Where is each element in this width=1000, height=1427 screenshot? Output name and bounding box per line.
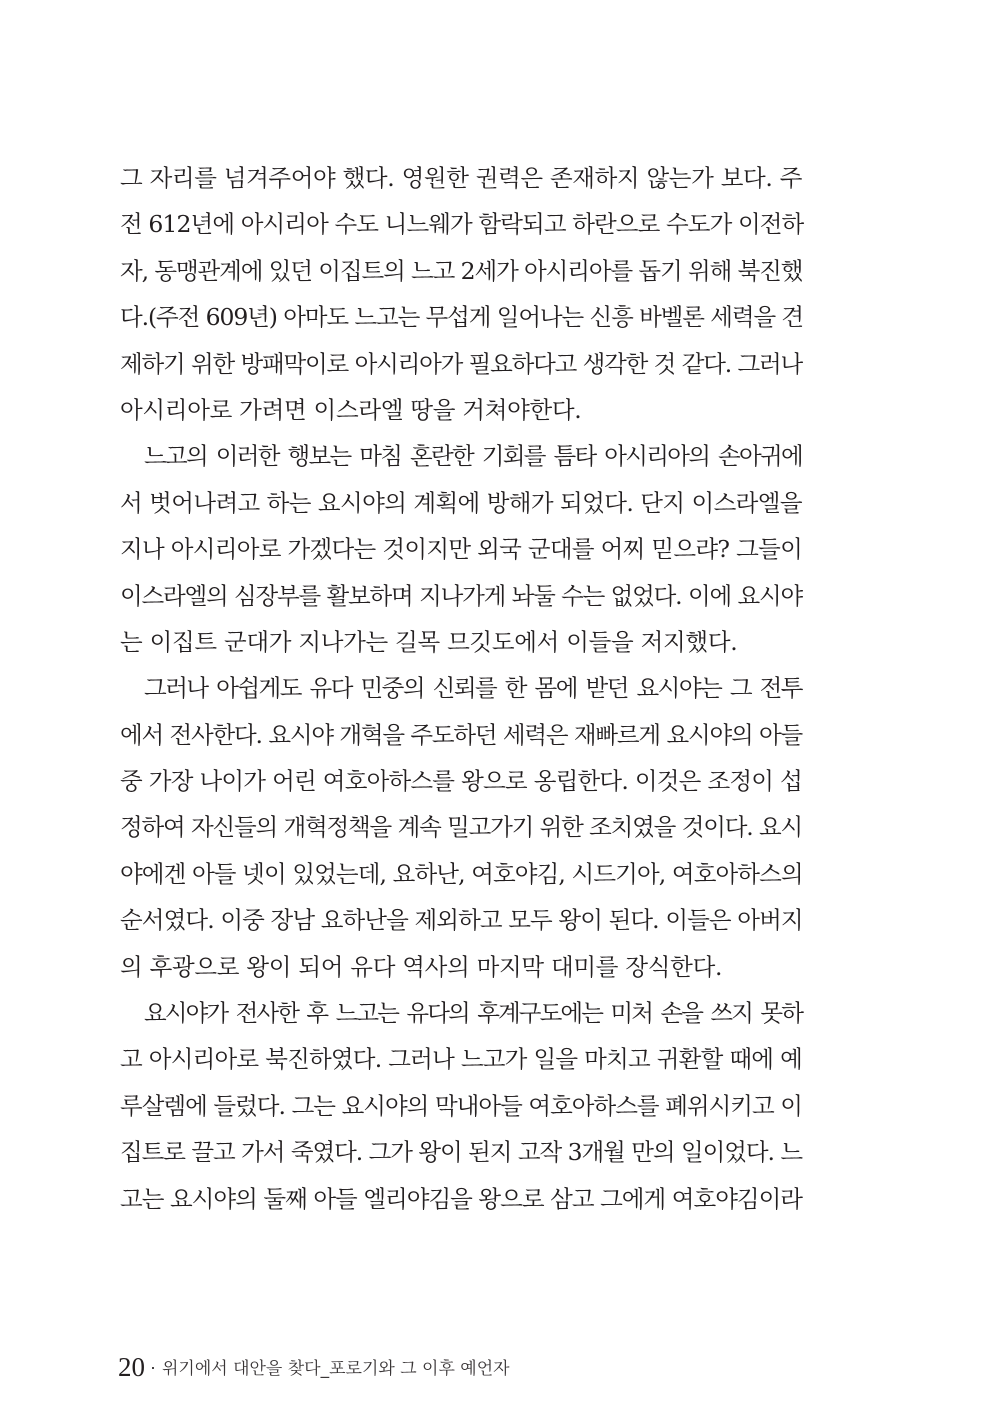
body-text xyxy=(120,155,802,1222)
text-line: 전 612년에 아시리아 수도 니느웨가 함락되고 하란으로 수도가 이전하 xyxy=(120,210,804,239)
text-line: 의 후광으로 왕이 되어 유다 역사의 마지막 대미를 장식한다. xyxy=(120,952,723,981)
text-line: 그러나 아쉽게도 유다 민중의 신뢰를 한 몸에 받던 요시야는 그 전투 xyxy=(144,674,802,703)
text-line: 는 이집트 군대가 지나가는 길목 므깃도에서 이들을 저지했다. xyxy=(120,627,738,656)
text-line: 루살렘에 들렀다. 그는 요시야의 막내아들 여호아하스를 폐위시키고 이 xyxy=(120,1091,802,1120)
text-line: 이스라엘의 심장부를 활보하며 지나가게 놔둘 수는 없었다. 이에 요시야 xyxy=(120,581,802,610)
text-line: 요시야가 전사한 후 느고는 유다의 후계구도에는 미처 손을 쓰지 못하 xyxy=(144,999,802,1028)
text-line: 다.(주전 609년) 아마도 느고는 무섭게 일어나는 신흥 바벨론 세력을 견 xyxy=(120,303,804,332)
text-line: 에서 전사한다. 요시야 개혁을 주도하던 세력은 재빠르게 요시야의 아들 xyxy=(120,720,802,749)
text-line: 서 벗어나려고 하는 요시야의 계획에 방해가 되었다. 단지 이스라엘을 xyxy=(120,488,802,517)
text-line: 느고의 이러한 행보는 마침 혼란한 기회를 틈타 아시리아의 손아귀에 xyxy=(144,442,802,471)
text-line: 그 자리를 넘겨주어야 했다. 영원한 권력은 존재하지 않는가 보다. 주 xyxy=(120,164,802,192)
page-footer xyxy=(118,1352,510,1388)
text-line: 순서였다. 이중 장남 요하난을 제외하고 모두 왕이 된다. 이들은 아버지 xyxy=(120,906,803,935)
footer-separator: · xyxy=(150,1357,156,1377)
text-line: 자, 동맹관계에 있던 이집트의 느고 2세가 아시리아를 돕기 위해 북진했 xyxy=(120,256,803,285)
text-line: 아시리아로 가려면 이스라엘 땅을 거쳐야한다. xyxy=(120,395,582,424)
page-number: 20 xyxy=(118,1352,145,1382)
text-line: 집트로 끌고 가서 죽였다. 그가 왕이 된지 고작 3개월 만의 일이었다. 느 xyxy=(120,1138,802,1167)
text-line: 고 아시리아로 북진하였다. 그러나 느고가 일을 마치고 귀환할 때에 예 xyxy=(120,1045,802,1074)
text-line: 야에겐 아들 넷이 있었는데, 요하난, 여호야김, 시드기아, 여호아하스의 xyxy=(120,859,803,888)
text-line: 고는 요시야의 둘째 아들 엘리야김을 왕으로 삼고 그에게 여호야김이라 xyxy=(120,1184,802,1213)
text-line: 중 가장 나이가 어린 여호아하스를 왕으로 옹립한다. 이것은 조정이 섭 xyxy=(120,767,802,796)
text-line: 지나 아시리아로 가겠다는 것이지만 외국 군대를 어찌 믿으랴? 그들이 xyxy=(120,535,803,564)
text-line: 제하기 위한 방패막이로 아시리아가 필요하다고 생각한 것 같다. 그러나 xyxy=(120,349,802,378)
text-line: 정하여 자신들의 개혁정책을 계속 밀고가기 위한 조치였을 것이다. 요시 xyxy=(120,813,802,842)
running-title: 위기에서 대안을 찾다_포로기와 그 이후 예언자 xyxy=(162,1359,510,1379)
